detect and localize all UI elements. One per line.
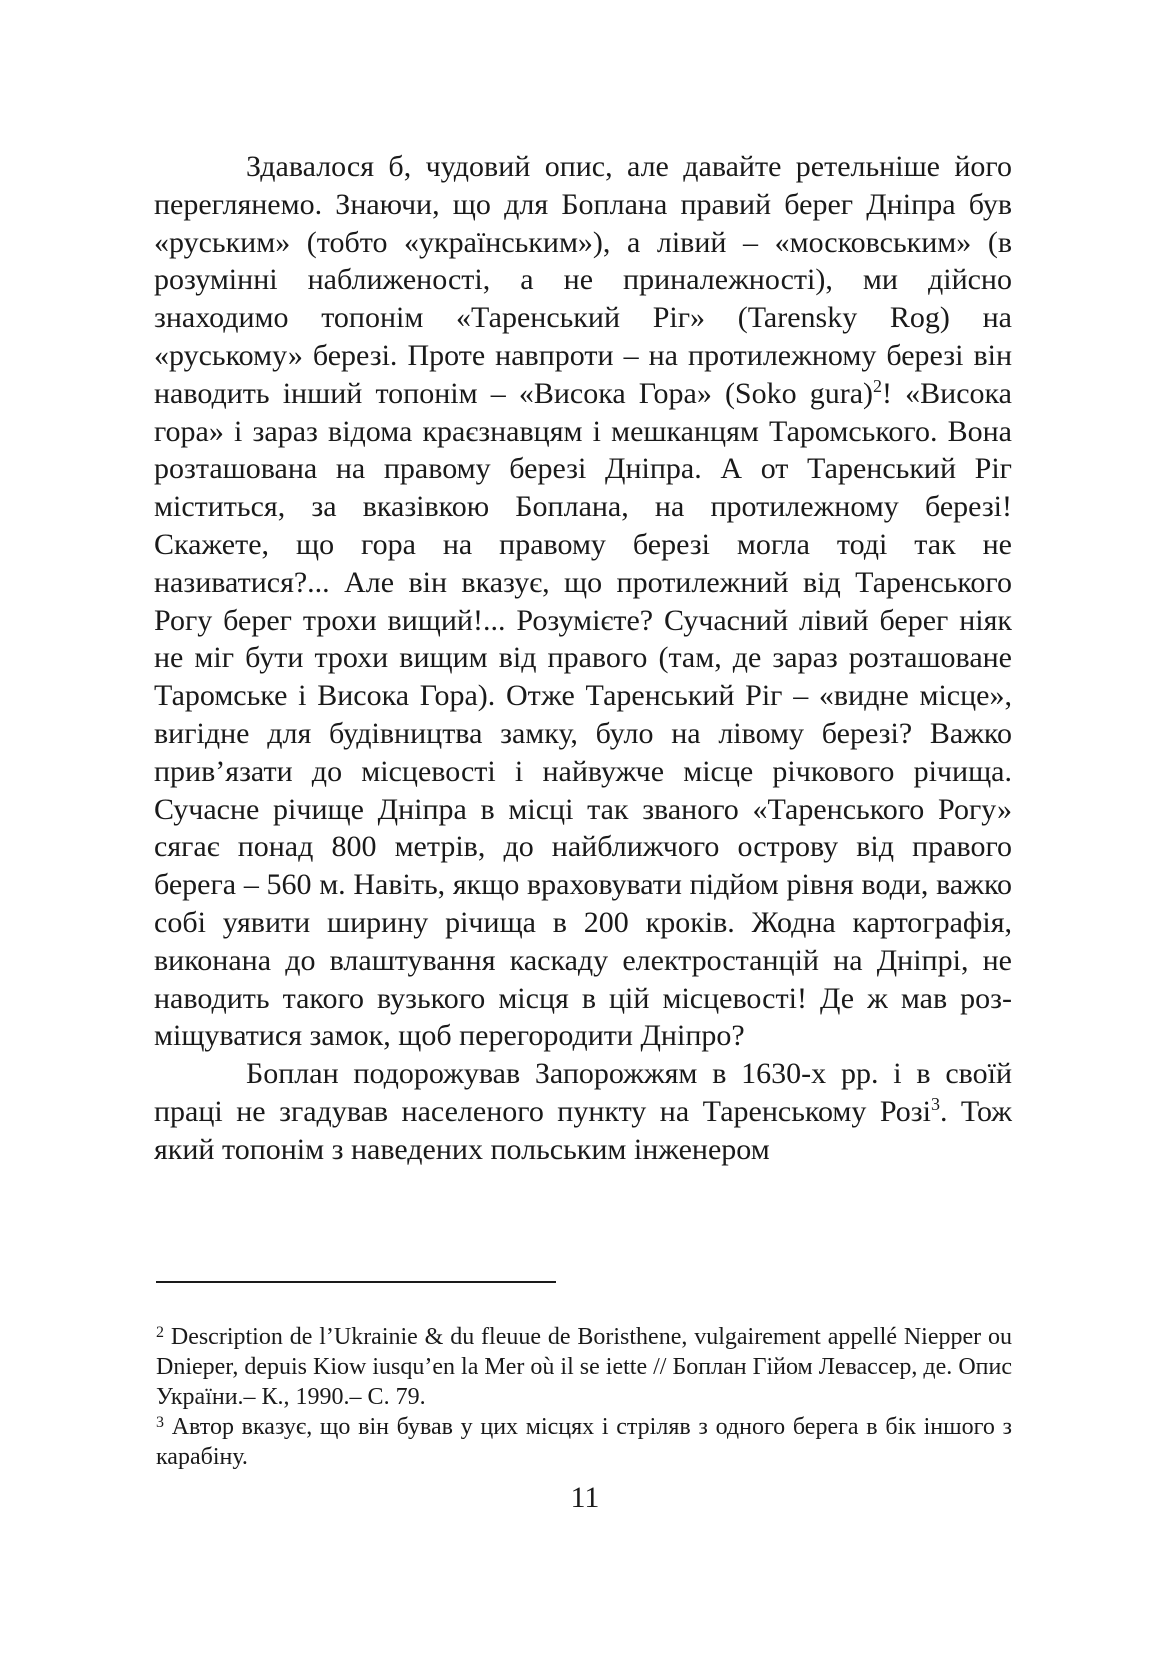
- footnote-ref-2: 2: [873, 375, 883, 396]
- footnote-2-number: 2: [156, 1324, 164, 1341]
- paragraph-2: [154, 1055, 1012, 1168]
- main-text: [154, 148, 1012, 1169]
- paragraph-1: [154, 148, 1012, 1055]
- footnotes: [156, 1322, 1012, 1472]
- footnote-2: [156, 1322, 1012, 1412]
- page-number: 11: [570, 1481, 600, 1514]
- paragraph-2-part-2: . Тож який топонім з наведених польським інженером: [154, 1094, 1012, 1166]
- footnote-3: [156, 1412, 1012, 1472]
- paragraph-1-part-2: ! «Висока гора» і зараз відома краєзнавцям і мешканцям Таромського. Вона розташована на правому березі Дніпра. А от Таренський Ріг міститься, за вказівкою Боплана, на протилежному березі! Скажете, що гора на правому березі могла тоді так не називатися?... Але він вказує, що протилежний від Таренського Рогу берег трохи вищий!... Розумієте? Сучасний лівий берег ніяк не міг бути трохи вищим від правого (там, де зараз розташоване Таромське і Висока Гора). Отже Таренський Ріг – «видне місце», вигідне для будівництва замку, було на лівому березі? Важко прив’язати до місцевості і найвужче місце річкового річища. Сучасне річище Дніпра в місці так званого «Таренського Рогу» сягає понад 800 метрів, до найближчого острову від правого берега – 560 м. Навіть, якщо враховувати підйом рівня води, важко собі уявити ширину річища в 200 кроків. Жодна картографія, виконана до влаштування каскаду електростанцій на Дніпрі, не наводить такого вузького місця в цій місцевості! Де ж мав розміщуватися замок, щоб перегородити Дніпро?: [154, 376, 1012, 1053]
- paragraph-1-part-1: Здавалося б, чудовий опис, але давайте ретельніше його переглянемо. Знаючи, що для Боплана правий берег Дніпра був «руським» (тобто «українським»), а лівий – «московським» (в розумінні наближеності, а не приналежності), ми дійсно знаходимо топонім «Таренський Ріг» (Tarensky Rog) на «руському» березі. Проте навпроти – на протилежному березі він наводить інший топонім – «Висока Гора» (Soko gura): [154, 150, 1012, 410]
- footnote-separator: [156, 1281, 556, 1283]
- footnote-3-text: Автор вказує, що він бував у цих місцях і стріляв з одного берега в бік іншого з карабіну.: [156, 1414, 1013, 1470]
- footnote-2-text: Description de l’Ukrainie & du fleuue de Boristhene, vulgairement appellé Niepper ou Dnieper, depuis Kiow iusqu’en la Mer où il se iette // Боплан Гійом Левассер, де. Опис України.– К., 1990.– С. 79.: [156, 1324, 1012, 1410]
- footnote-ref-3: 3: [930, 1093, 940, 1114]
- footnote-3-number: 3: [156, 1414, 164, 1431]
- paragraph-2-part-1: Боплан подорожував Запорожжям в 1630-х рр. і в своїй праці не згадував населеного пункту на Таренському Розі: [154, 1057, 1012, 1128]
